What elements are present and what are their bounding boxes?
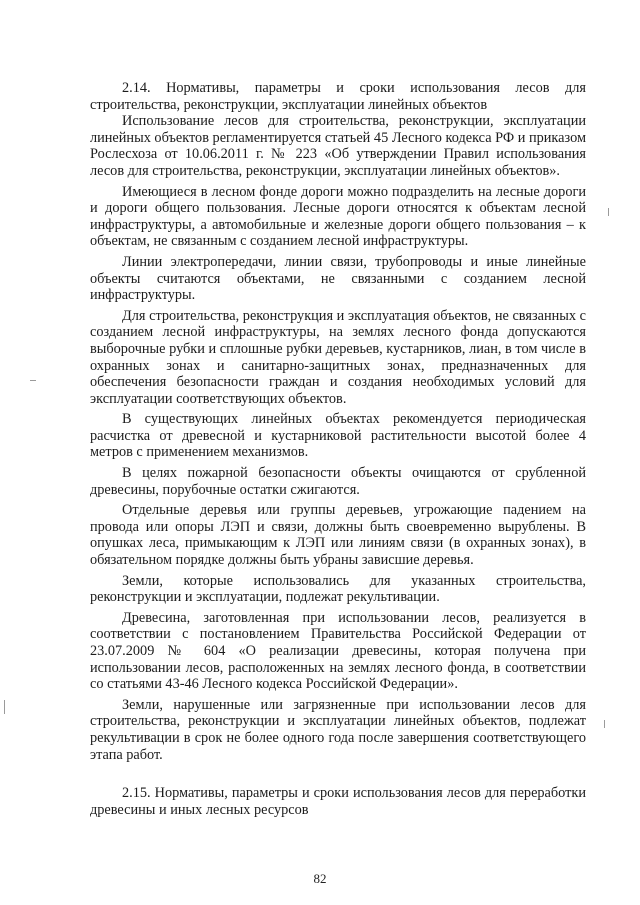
page-number: 82 <box>313 871 327 886</box>
scan-artifact-mark <box>608 208 609 216</box>
scan-artifact-mark <box>4 700 5 714</box>
scan-artifact-mark <box>30 380 36 381</box>
scan-artifact-mark <box>604 720 605 728</box>
paragraph: Имеющиеся в лесном фонде дороги можно подразделить на лесные дороги и дороги общего пользования. Лесные дороги относятся к объектам лесной инфраструктуры, а автомобильные и железные дороги общего пользования – к объектам, не связанным с созданием лесной инфраструктуры. <box>90 183 586 250</box>
paragraph: Земли, которые использовались для указанных строительства, реконструкции и эксплуатации, подлежат рекультивации. <box>90 572 586 606</box>
paragraph: В существующих линейных объектах рекомендуется периодическая расчистка от древесной и кустарниковой растительности высотой более 4 метров с применением механизмов. <box>90 411 586 461</box>
paragraph: Отдельные деревья или группы деревьев, угрожающие падением на провода или опоры ЛЭП и связи, должны быть своевременно вырублены. В опушках леса, примыкающим к ЛЭП или линиям связи (в охранных зонах), в обязательном порядке должны быть убраны зависшие деревья. <box>90 502 586 569</box>
paragraph: Использование лесов для строительства, реконструкции, эксплуатации линейных объектов регламентируется статьей 45 Лесного кодекса РФ и приказом Рослесхоза от 10.06.2011 г. № 223 «Об утверждении Правил использования лесов для строительства, реконструкции, эксплуатации линейных объектов». <box>90 113 586 179</box>
paragraph: В целях пожарной безопасности объекты очищаются от срубленной древесины, порубочные остатки сжигаются. <box>90 465 586 498</box>
paragraph: Земли, нарушенные или загрязненные при использовании лесов для строительства, реконструкции и эксплуатации линейных объектов, подлежат рекультивации в срок не более одного года после завершения соответствующего этапа работ. <box>90 696 586 763</box>
paragraph: Древесина, заготовленная при использовании лесов, реализуется в соответствии с постановлением Правительства Российской Федерации от 23.07.2009 № 604 «О реализации древесины, которая получена при использовании лесов, расположенных на землях лесного фонда, в соответствии со статьями 43-46 Лесного кодекса Российской Федерации». <box>90 609 586 693</box>
section-heading-2-14: 2.14. Нормативы, параметры и сроки использования лесов для строительства, реконструкции, эксплуатации линейных объектов <box>90 80 586 113</box>
paragraph: Линии электропередачи, линии связи, трубопроводы и иные линейные объекты считаются объектами, не связанными с созданием лесной инфраструктуры. <box>90 253 586 304</box>
paragraph: Для строительства, реконструкция и эксплуатация объектов, не связанных с созданием лесной инфраструктуры, на землях лесного фонда допускаются выборочные рубки и сплошные рубки деревьев, кустарников, лиан, в том числе в охранных зонах и санитарно-защитных зонах, предназначенных для обеспечения безопасности граждан и создания необходимых условий для эксплуатации соответствующих объектов. <box>90 307 586 407</box>
section-heading-2-15: 2.15. Нормативы, параметры и сроки использования лесов для переработки древесины и иных лесных ресурсов <box>90 785 586 818</box>
document-body <box>90 80 586 818</box>
